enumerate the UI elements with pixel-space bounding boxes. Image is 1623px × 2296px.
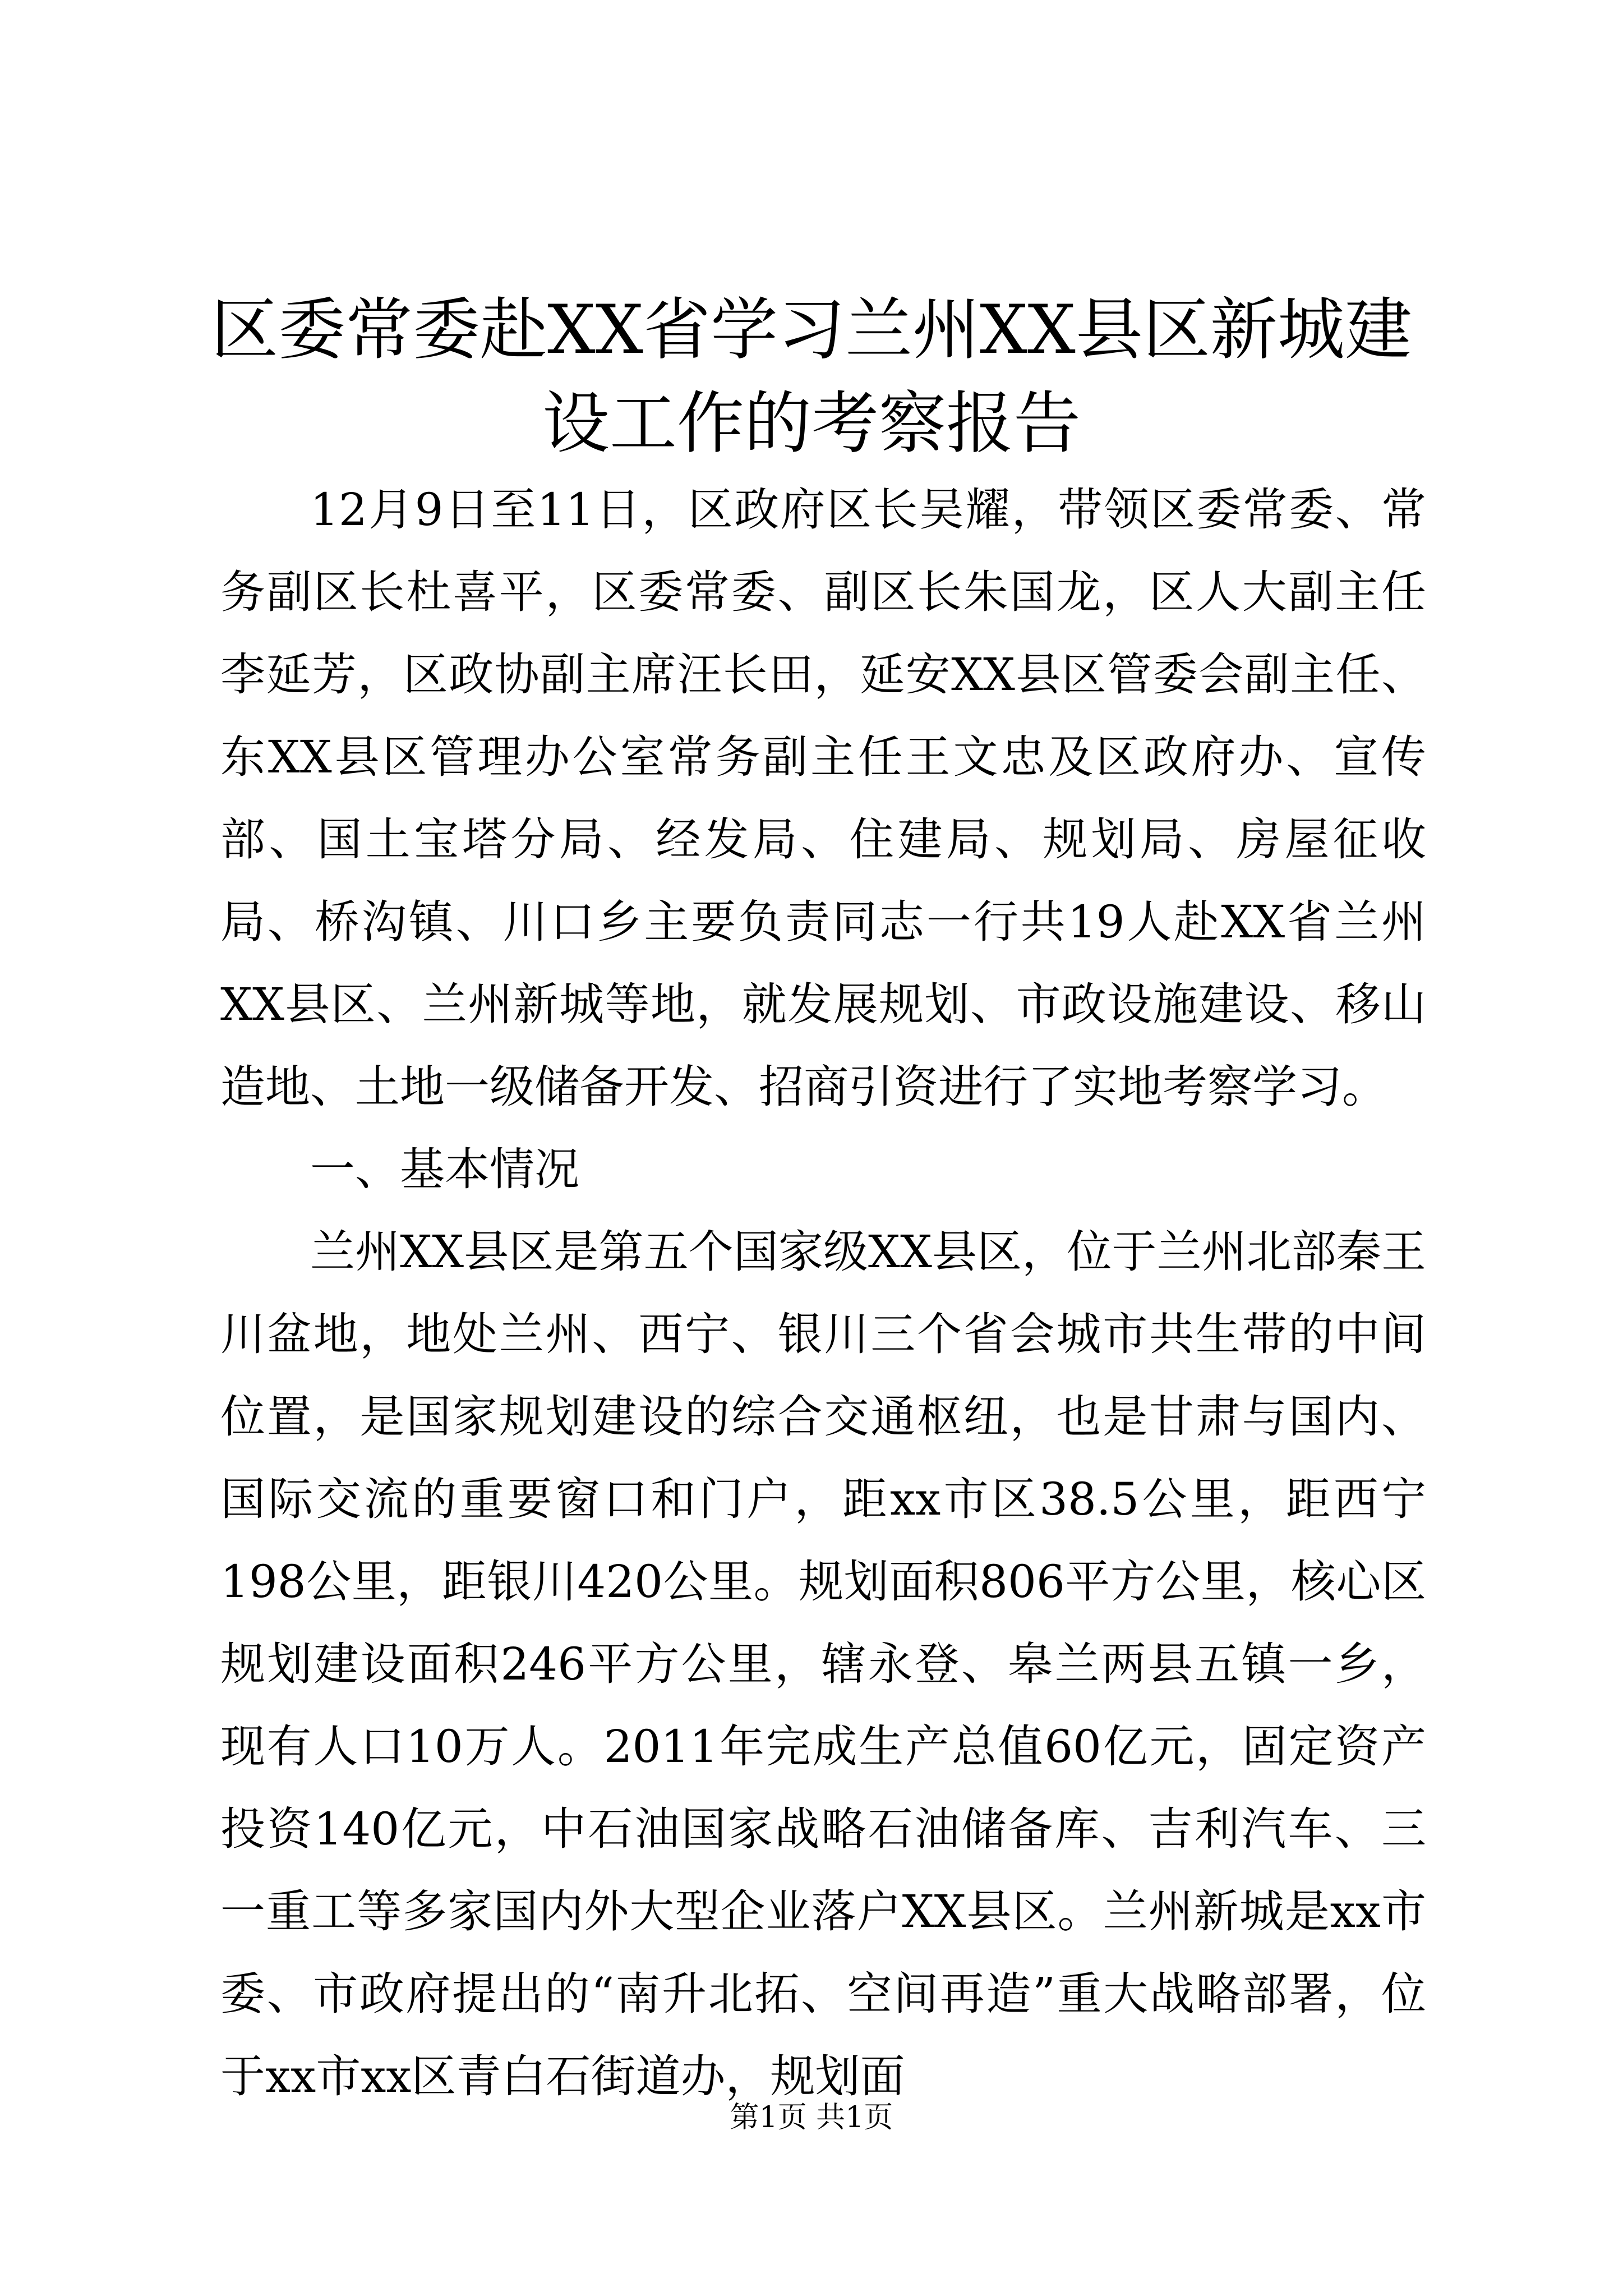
document-body bbox=[220, 468, 1426, 2118]
document-title: 区委常委赴XX省学习兰州XX县区新城建设工作的考察报告 bbox=[211, 291, 1412, 463]
page-number-footer: 第1页 共1页 bbox=[730, 2101, 893, 2134]
intro-paragraph: 12月9日至11日，区政府区长吴耀，带领区委常委、常务副区长杜喜平，区委常委、副区长朱国龙，区人大副主任李延芳，区政协副主席汪长田，延安XX县区管委会副主任、东XX县区管理办公室常务副主任王文忠及区政府办、宣传部、国土宝塔分局、经发局、住建局、规划局、房屋征收局、桥沟镇、川口乡主要负责同志一行共19人赴XX省兰州XX县区、兰州新城等地，就发展规划、市政设施建设、移山造地、土地一级储备开发、招商引资进行了实地考察学习。 bbox=[220, 484, 1426, 1113]
section-heading: 一、基本情况 bbox=[310, 1143, 579, 1195]
section-paragraph: 兰州XX县区是第五个国家级XX县区，位于兰州北部秦王川盆地，地处兰州、西宁、银川三个省会城市共生带的中间位置，是国家规划建设的综合交通枢纽，也是甘肃与国内、国际交流的重要窗口和门户，距xx市区38.5公里，距西宁198公里，距银川420公里。规划面积806平方公里，核心区规划建设面积246平方公里，辖永登、皋兰两县五镇一乡，现有人口10万人。2011年完成生产总值60亿元，固定资产投资140亿元，中石油国家战略石油储备库、吉利汽车、三一重工等多家国内外大型企业落户XX县区。兰州新城是xx市委、市政府提出的“南升北拓、空间再造”重大战略部署，位于xx市xx区青白石街道办，规划面 bbox=[220, 1226, 1426, 2102]
